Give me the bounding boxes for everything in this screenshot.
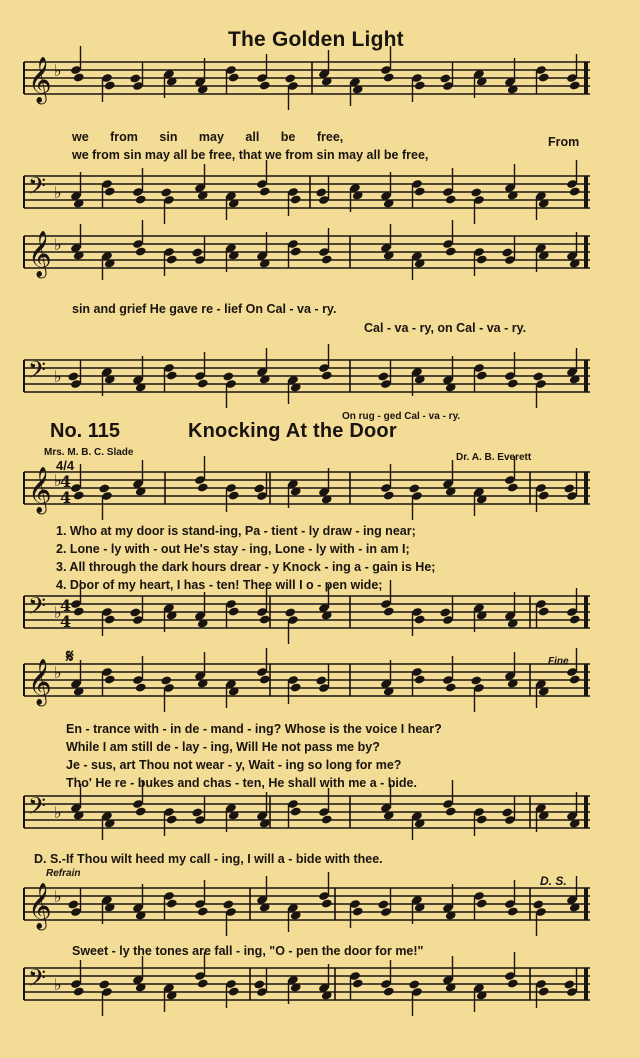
note-head bbox=[104, 186, 116, 196]
note-head bbox=[259, 614, 271, 624]
note-head bbox=[290, 682, 302, 692]
verse-4-part-1: 4. Door of my heart, I has - ten! Thee will I o - pen wide; bbox=[56, 578, 383, 592]
verse-1-part-1: 1. Who at my door is stand-ing, Pa - tient - ly draw - ing near; bbox=[56, 524, 416, 538]
note-head bbox=[290, 194, 302, 204]
note-head bbox=[135, 682, 147, 692]
note-head bbox=[197, 378, 209, 388]
note-head bbox=[476, 254, 488, 264]
note-head bbox=[160, 675, 172, 685]
segno-icon: 𝄋 bbox=[66, 646, 74, 667]
note-head bbox=[408, 483, 420, 493]
flat-sign-icon: ♭ bbox=[54, 603, 62, 622]
time-signature-top: 4 bbox=[60, 596, 72, 615]
note-head bbox=[414, 614, 426, 624]
note-head bbox=[222, 371, 234, 381]
composer: Dr. A. B. Everett bbox=[456, 452, 532, 463]
note-head bbox=[166, 898, 178, 908]
note-head bbox=[538, 72, 550, 82]
note-head bbox=[476, 814, 488, 824]
note-head bbox=[259, 80, 271, 90]
flat-sign-icon: ♭ bbox=[54, 887, 62, 906]
note-head bbox=[129, 607, 141, 617]
note-head bbox=[414, 186, 426, 196]
ds-label: D. S. bbox=[540, 874, 567, 888]
note-head bbox=[470, 187, 482, 197]
note-head bbox=[166, 814, 178, 824]
flat-sign-icon: ♭ bbox=[54, 471, 62, 490]
note-head bbox=[222, 899, 234, 909]
note-head bbox=[197, 482, 209, 492]
note-head bbox=[98, 483, 110, 493]
refrain-label: Refrain bbox=[46, 868, 81, 879]
hymn-a-lyric-4: Cal - va - ry, on Cal - va - ry. bbox=[364, 321, 527, 335]
note-head bbox=[290, 806, 302, 816]
note-head bbox=[253, 979, 265, 989]
ds-line: D. S.-If Thou wilt heed my call - ing, I will a - bide with thee. bbox=[34, 852, 383, 866]
flat-sign-icon: ♭ bbox=[54, 183, 62, 202]
note-head bbox=[135, 194, 147, 204]
time-signature-label: 4/4 bbox=[56, 458, 75, 473]
bass-clef-icon: 𝄢 bbox=[28, 792, 47, 825]
note-head bbox=[228, 72, 240, 82]
note-head bbox=[73, 72, 85, 82]
note-head bbox=[321, 254, 333, 264]
hymn-a-lyric-3: sin and grief He gave re - lief On Cal - va - ry. bbox=[72, 302, 337, 316]
note-head bbox=[67, 371, 79, 381]
verse-3-part-1: 3. All through the dark hours drear - y Knock - ing a - gain is He; bbox=[56, 560, 436, 574]
note-head bbox=[569, 674, 581, 684]
note-head bbox=[383, 490, 395, 500]
note-head bbox=[73, 606, 85, 616]
note-head bbox=[73, 986, 85, 996]
note-head bbox=[352, 978, 364, 988]
time-signature-bottom: 4 bbox=[60, 612, 72, 631]
note-head bbox=[470, 675, 482, 685]
note-head bbox=[290, 246, 302, 256]
note-head bbox=[408, 979, 420, 989]
note-head bbox=[197, 978, 209, 988]
time-signature-top: 4 bbox=[60, 472, 72, 491]
note-head bbox=[563, 979, 575, 989]
note-head bbox=[259, 186, 271, 196]
note-head bbox=[383, 606, 395, 616]
note-head bbox=[315, 675, 327, 685]
note-head bbox=[135, 246, 147, 256]
note-head bbox=[383, 72, 395, 82]
hymn-a-bass-lyric: On rug - ged Cal - va - ry. bbox=[342, 411, 461, 422]
flat-sign-icon: ♭ bbox=[54, 663, 62, 682]
note-head bbox=[321, 370, 333, 380]
treble-clef-icon: 𝄞 bbox=[28, 231, 52, 277]
note-head bbox=[538, 490, 550, 500]
flat-sign-icon: ♭ bbox=[54, 367, 62, 386]
bass-clef-icon: 𝄢 bbox=[28, 592, 47, 625]
note-head bbox=[228, 986, 240, 996]
note-head bbox=[445, 194, 457, 204]
bass-clef-icon: 𝄢 bbox=[28, 356, 47, 389]
note-head bbox=[383, 986, 395, 996]
hymn-a-lyric-1: we from sin may all be free, bbox=[72, 130, 344, 144]
verse-3-part-2: Je - sus, art Thou not wear - y, Wait - ing so long for me? bbox=[66, 758, 402, 772]
note-head bbox=[321, 898, 333, 908]
note-head bbox=[476, 370, 488, 380]
note-head bbox=[228, 606, 240, 616]
note-head bbox=[445, 246, 457, 256]
note-head bbox=[563, 483, 575, 493]
note-head bbox=[259, 674, 271, 684]
note-head bbox=[538, 986, 550, 996]
note-head bbox=[501, 247, 513, 257]
note-head bbox=[439, 73, 451, 83]
note-head bbox=[315, 187, 327, 197]
note-head bbox=[104, 674, 116, 684]
treble-clef-icon: 𝄞 bbox=[28, 883, 52, 929]
note-head bbox=[284, 73, 296, 83]
note-head bbox=[321, 814, 333, 824]
note-head bbox=[377, 899, 389, 909]
note-head bbox=[98, 979, 110, 989]
note-head bbox=[377, 371, 389, 381]
hymn-a-lyric-2: we from sin may all be free, that we from sin may all be free, bbox=[72, 148, 429, 162]
verse-2-part-2: While I am still de - lay - ing, Will He not pass me by? bbox=[66, 740, 380, 754]
hymn-a-lyric-from: From bbox=[548, 135, 580, 149]
note-head bbox=[166, 254, 178, 264]
note-head bbox=[253, 483, 265, 493]
flat-sign-icon: ♭ bbox=[54, 235, 62, 254]
note-head bbox=[501, 807, 513, 817]
note-head bbox=[284, 607, 296, 617]
treble-clef-icon: 𝄞 bbox=[28, 57, 52, 103]
note-head bbox=[104, 614, 116, 624]
note-head bbox=[507, 378, 519, 388]
note-head bbox=[197, 906, 209, 916]
hymn-a-title: The Golden Light bbox=[228, 28, 404, 51]
time-signature-bottom: 4 bbox=[60, 488, 72, 507]
treble-clef-icon: 𝄞 bbox=[28, 659, 52, 705]
note-head bbox=[414, 674, 426, 684]
note-head bbox=[476, 898, 488, 908]
note-head bbox=[507, 906, 519, 916]
note-head bbox=[135, 806, 147, 816]
note-head bbox=[445, 806, 457, 816]
verse-2-part-1: 2. Lone - ly with - out He's stay - ing, Lone - ly with - in am I; bbox=[56, 542, 410, 556]
note-head bbox=[538, 606, 550, 616]
author: Mrs. M. B. C. Slade bbox=[44, 447, 134, 458]
note-head bbox=[445, 682, 457, 692]
note-head bbox=[569, 186, 581, 196]
note-head bbox=[532, 371, 544, 381]
verse-1-part-2: En - trance with - in de - mand - ing? Whose is the voice I hear? bbox=[66, 722, 442, 736]
note-head bbox=[166, 370, 178, 380]
fine-label: Fine bbox=[548, 656, 569, 667]
refrain-lyric: Sweet - ly the tones are fall - ing, "O - pen the door for me!" bbox=[72, 944, 424, 958]
note-head bbox=[569, 80, 581, 90]
note-head bbox=[160, 187, 172, 197]
note-head bbox=[67, 899, 79, 909]
note-head bbox=[191, 807, 203, 817]
hymn-number: No. 115 bbox=[50, 420, 121, 442]
note-head bbox=[507, 978, 519, 988]
note-head bbox=[191, 247, 203, 257]
bass-clef-icon: 𝄢 bbox=[28, 964, 47, 997]
treble-clef-icon: 𝄞 bbox=[28, 467, 52, 513]
flat-sign-icon: ♭ bbox=[54, 975, 62, 994]
note-head bbox=[104, 80, 116, 90]
note-head bbox=[228, 490, 240, 500]
flat-sign-icon: ♭ bbox=[54, 803, 62, 822]
verse-4-part-2: Tho' He re - bukes and chas - ten, He shall with me a - bide. bbox=[66, 776, 417, 790]
note-head bbox=[129, 73, 141, 83]
hymn-b-title: Knocking At the Door bbox=[188, 420, 397, 442]
bass-clef-icon: 𝄢 bbox=[28, 172, 47, 205]
note-head bbox=[507, 482, 519, 492]
note-head bbox=[414, 80, 426, 90]
note-head bbox=[352, 906, 364, 916]
note-head bbox=[569, 614, 581, 624]
note-head bbox=[439, 607, 451, 617]
note-head bbox=[532, 899, 544, 909]
flat-sign-icon: ♭ bbox=[54, 61, 62, 80]
note-head bbox=[73, 490, 85, 500]
